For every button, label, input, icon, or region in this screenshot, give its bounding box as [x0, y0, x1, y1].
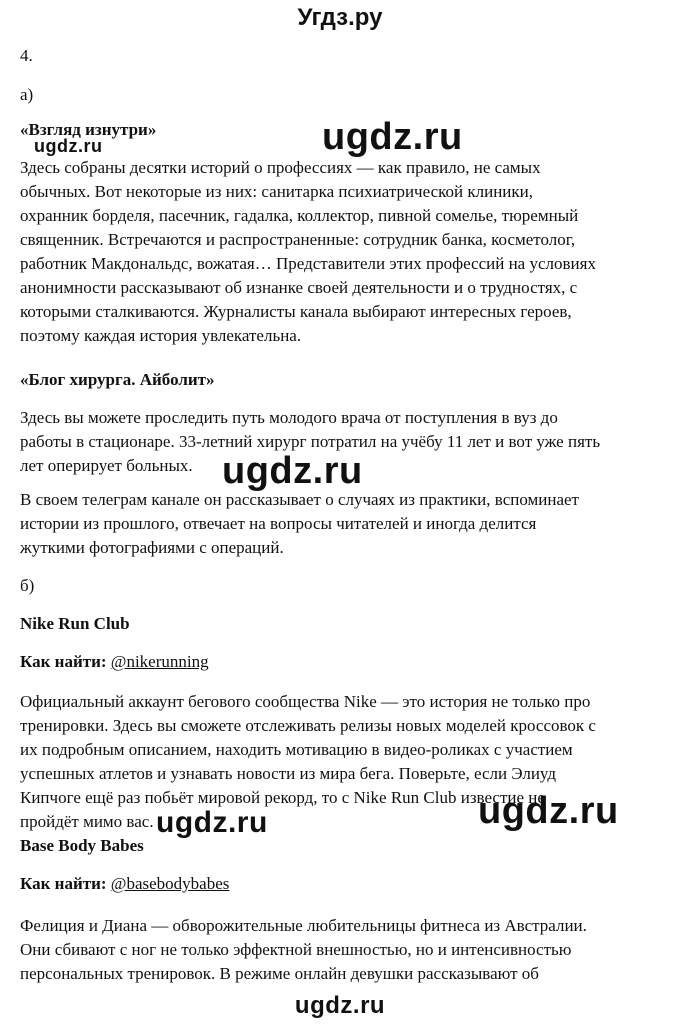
paragraph-line: работник Макдональдс, вожатая… Представители этих профессий на условиях — [20, 254, 596, 273]
section-title-inside-view: «Взгляд изнутри» — [20, 120, 157, 139]
paragraph-line: охранник борделя, пасечник, гадалка, коллектор, пивной сомелье, тюремный — [20, 206, 579, 225]
section-title-base-body-babes: Base Body Babes — [20, 836, 144, 855]
paragraph-line: Они сбивают с ног не только эффектной внешностью, но и интенсивностью — [20, 940, 572, 959]
paragraph-line: Фелиция и Диана — обворожительные любительницы фитнеса из Австралии. — [20, 916, 587, 935]
watermark: ugdz.ru — [478, 790, 619, 832]
watermark: ugdz.ru — [34, 136, 103, 156]
paragraph-line: работы в стационаре. 33-летний хирург потратил на учёбу 11 лет и вот уже пять — [20, 432, 601, 451]
part-a-label: а) — [20, 85, 34, 104]
paragraph-line: поэтому каждая история увлекательна. — [20, 326, 302, 345]
find-line-basebody — [20, 872, 229, 896]
paragraph-line: жуткими фотографиями с операций. — [20, 538, 284, 557]
paragraph-line: обычных. Вот некоторые из них: санитарка психиатрической клиники, — [20, 182, 534, 201]
find-label: Как найти: — [20, 874, 107, 893]
paragraph-line: Кипчоге ещё раз побьёт мировой рекорд, то с Nike Run Club известие не — [20, 788, 545, 807]
paragraph-line: священник. Встречаются и распространенные: сотрудник банка, косметолог, — [20, 230, 576, 249]
paragraph-line: персональных тренировок. В режиме онлайн девушки рассказывают об — [20, 964, 539, 983]
watermark: ugdz.ru — [322, 116, 463, 158]
site-title: Угдз.ру — [297, 4, 383, 31]
nikerunning-link[interactable]: @nikerunning — [110, 652, 209, 671]
find-line-nike — [20, 650, 209, 674]
section-title-nike-run-club: Nike Run Club — [20, 614, 130, 633]
paragraph-line: тренировки. Здесь вы сможете отслеживать релизы новых моделей кроссовок с — [20, 716, 596, 735]
task-number: 4. — [20, 46, 33, 65]
paragraph-line: Здесь вы можете проследить путь молодого врача от поступления в вуз до — [20, 408, 558, 427]
paragraph-line: пройдёт мимо вас. — [20, 812, 154, 831]
paragraph-line: анонимности рассказывают об изнанке своей деятельности и о трудностях, с — [20, 278, 578, 297]
watermark: ugdz.ru — [156, 806, 268, 839]
watermark: ugdz.ru — [222, 450, 363, 492]
footer-watermark: ugdz.ru — [294, 992, 386, 1019]
paragraph-line: лет оперирует больных. — [20, 456, 193, 475]
paragraph-line: успешных атлетов и узнавать новости из мира бега. Поверьте, если Элиуд — [20, 764, 557, 783]
paragraph-line: Здесь собраны десятки историй о профессиях — как правило, не самых — [20, 158, 541, 177]
paragraph-line: В своем телеграм канале он рассказывает о случаях из практики, вспоминает — [20, 490, 579, 509]
paragraph-line: которыми сталкиваются. Журналисты канала выбирают интересных героев, — [20, 302, 572, 321]
part-b-label: б) — [20, 576, 35, 595]
section-title-surgeon-blog: «Блог хирурга. Айболит» — [20, 370, 215, 389]
find-label: Как найти: — [20, 652, 107, 671]
paragraph-line: Официальный аккаунт бегового сообщества Nike — это история не только про — [20, 692, 591, 711]
basebodybabes-link[interactable]: @basebodybabes — [110, 874, 230, 893]
paragraph-line: истории из прошлого, отвечает на вопросы читателей и иногда делится — [20, 514, 537, 533]
paragraph-line: их подробным описанием, находить мотивацию в видео-роликах с участием — [20, 740, 573, 759]
